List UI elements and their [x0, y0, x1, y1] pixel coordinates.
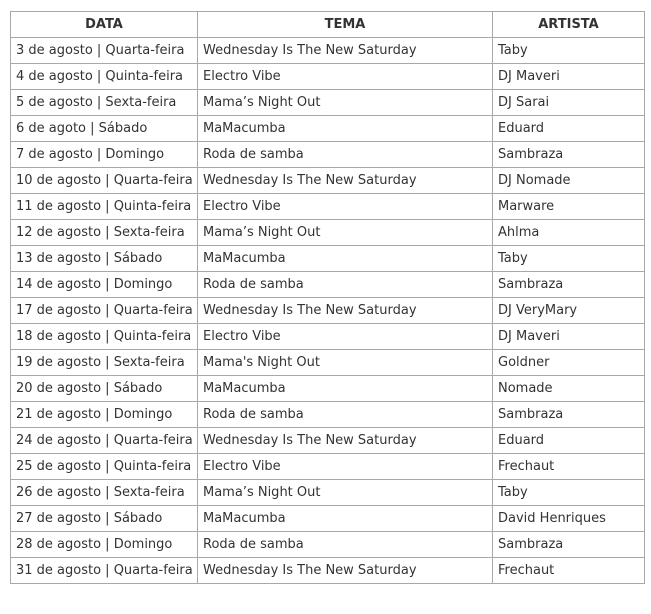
table-row [11, 558, 645, 584]
table-row [11, 376, 645, 402]
table-row [11, 272, 645, 298]
header-tema: TEMA [198, 12, 493, 38]
header-data: DATA [11, 12, 198, 38]
cell-artista: Frechaut [493, 454, 645, 480]
table-row [11, 38, 645, 64]
table-row [11, 480, 645, 506]
cell-tema: Electro Vibe [198, 324, 493, 350]
cell-artista: Marware [493, 194, 645, 220]
cell-tema: Mama’s Night Out [198, 220, 493, 246]
cell-data: 20 de agosto | Sábado [11, 376, 198, 402]
cell-data: 6 de agoto | Sábado [11, 116, 198, 142]
cell-artista: Sambraza [493, 142, 645, 168]
cell-artista: Taby [493, 38, 645, 64]
cell-artista: Eduard [493, 428, 645, 454]
cell-data: 24 de agosto | Quarta-feira [11, 428, 198, 454]
table-row [11, 116, 645, 142]
schedule-table-container [10, 11, 645, 584]
cell-data: 4 de agosto | Quinta-feira [11, 64, 198, 90]
cell-tema: Mama's Night Out [198, 350, 493, 376]
cell-artista: DJ VeryMary [493, 298, 645, 324]
cell-artista: Nomade [493, 376, 645, 402]
cell-artista: Sambraza [493, 532, 645, 558]
table-row [11, 402, 645, 428]
cell-data: 3 de agosto | Quarta-feira [11, 38, 198, 64]
cell-data: 18 de agosto | Quinta-feira [11, 324, 198, 350]
cell-data: 27 de agosto | Sábado [11, 506, 198, 532]
cell-tema: Mama’s Night Out [198, 90, 493, 116]
cell-tema: Wednesday Is The New Saturday [198, 298, 493, 324]
cell-artista: DJ Sarai [493, 90, 645, 116]
table-row [11, 298, 645, 324]
cell-data: 7 de agosto | Domingo [11, 142, 198, 168]
cell-tema: Electro Vibe [198, 64, 493, 90]
table-row [11, 64, 645, 90]
schedule-table [10, 11, 645, 584]
cell-artista: Sambraza [493, 402, 645, 428]
cell-artista: Taby [493, 480, 645, 506]
table-row [11, 428, 645, 454]
table-row [11, 168, 645, 194]
cell-tema: Wednesday Is The New Saturday [198, 428, 493, 454]
cell-data: 31 de agosto | Quarta-feira [11, 558, 198, 584]
cell-data: 10 de agosto | Quarta-feira [11, 168, 198, 194]
cell-tema: Electro Vibe [198, 454, 493, 480]
table-row [11, 506, 645, 532]
cell-artista: Frechaut [493, 558, 645, 584]
cell-data: 12 de agosto | Sexta-feira [11, 220, 198, 246]
cell-data: 14 de agosto | Domingo [11, 272, 198, 298]
cell-tema: MaMacumba [198, 246, 493, 272]
cell-artista: David Henriques [493, 506, 645, 532]
header-artista: ARTISTA [493, 12, 645, 38]
cell-data: 19 de agosto | Sexta-feira [11, 350, 198, 376]
cell-tema: Roda de samba [198, 532, 493, 558]
cell-data: 28 de agosto | Domingo [11, 532, 198, 558]
cell-data: 25 de agosto | Quinta-feira [11, 454, 198, 480]
cell-tema: MaMacumba [198, 506, 493, 532]
cell-data: 21 de agosto | Domingo [11, 402, 198, 428]
cell-artista: DJ Maveri [493, 64, 645, 90]
cell-tema: Wednesday Is The New Saturday [198, 558, 493, 584]
cell-artista: Taby [493, 246, 645, 272]
table-row [11, 220, 645, 246]
cell-tema: Roda de samba [198, 402, 493, 428]
table-row [11, 90, 645, 116]
cell-artista: Goldner [493, 350, 645, 376]
cell-tema: MaMacumba [198, 376, 493, 402]
cell-data: 17 de agosto | Quarta-feira [11, 298, 198, 324]
table-body [11, 38, 645, 584]
cell-tema: Roda de samba [198, 142, 493, 168]
cell-tema: Wednesday Is The New Saturday [198, 168, 493, 194]
table-row [11, 454, 645, 480]
cell-data: 11 de agosto | Quinta-feira [11, 194, 198, 220]
table-row [11, 142, 645, 168]
cell-tema: MaMacumba [198, 116, 493, 142]
table-row [11, 246, 645, 272]
cell-artista: Ahlma [493, 220, 645, 246]
cell-artista: Sambraza [493, 272, 645, 298]
header-row [11, 12, 645, 38]
cell-artista: Eduard [493, 116, 645, 142]
cell-data: 26 de agosto | Sexta-feira [11, 480, 198, 506]
cell-data: 5 de agosto | Sexta-feira [11, 90, 198, 116]
cell-artista: DJ Nomade [493, 168, 645, 194]
cell-tema: Electro Vibe [198, 194, 493, 220]
table-row [11, 324, 645, 350]
cell-data: 13 de agosto | Sábado [11, 246, 198, 272]
cell-artista: DJ Maveri [493, 324, 645, 350]
table-row [11, 350, 645, 376]
table-row [11, 194, 645, 220]
cell-tema: Wednesday Is The New Saturday [198, 38, 493, 64]
table-row [11, 532, 645, 558]
cell-tema: Mama’s Night Out [198, 480, 493, 506]
cell-tema: Roda de samba [198, 272, 493, 298]
